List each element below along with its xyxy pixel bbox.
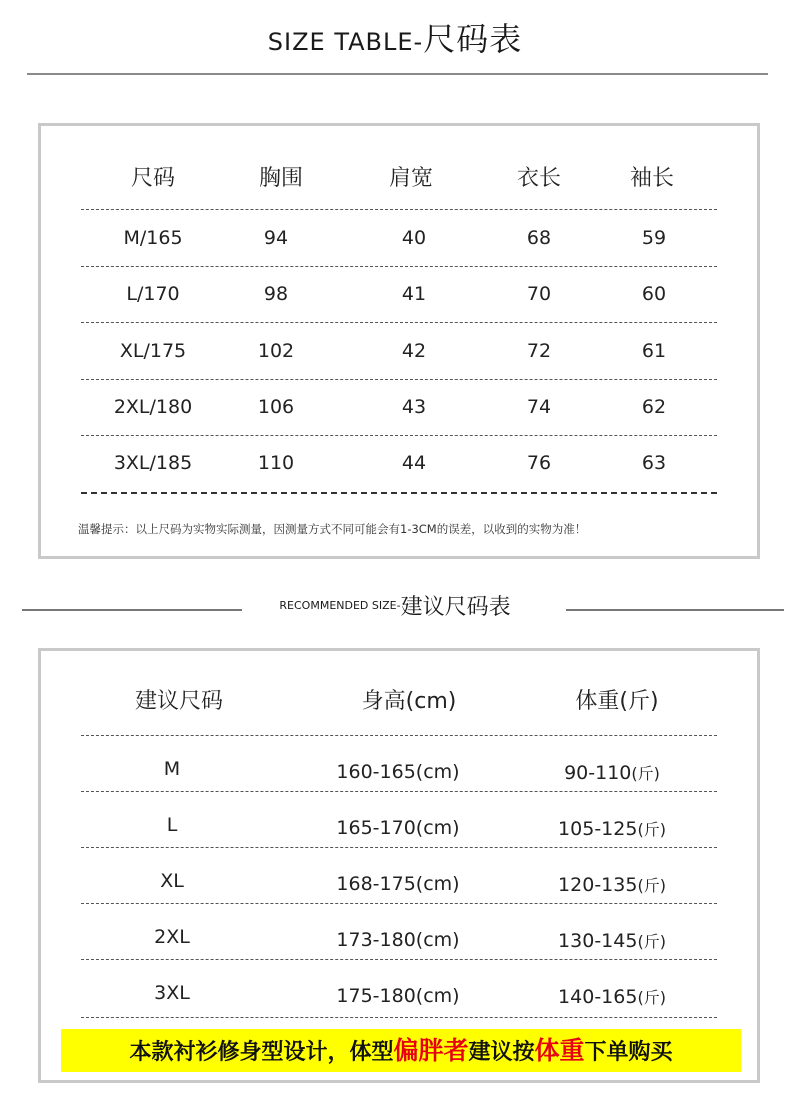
- size-header-shoulder: 肩宽: [388, 166, 434, 191]
- rec-height-cell: 160-165(cm): [336, 761, 460, 783]
- row-divider: [81, 322, 717, 323]
- rec-header-size: 建议尺码: [134, 689, 224, 714]
- recommend-table: [38, 648, 760, 1083]
- rec-header-weight: 体重(斤): [575, 689, 659, 714]
- sleeve-cell: 59: [641, 227, 667, 249]
- length-cell: 70: [526, 283, 552, 305]
- recommend-title: [0, 590, 790, 621]
- page-title: [0, 14, 790, 60]
- chest-cell: 94: [263, 227, 289, 249]
- rec-height-cell: 165-170(cm): [336, 817, 460, 839]
- section-divider-right: [566, 609, 784, 611]
- row-divider: [81, 379, 717, 380]
- size-cell: 2XL/180: [113, 396, 193, 418]
- size-header-length: 衣长: [516, 166, 562, 191]
- rec-weight-cell: [564, 761, 660, 784]
- chest-cell: 98: [263, 283, 289, 305]
- length-cell: 72: [526, 340, 552, 362]
- rec-weight-cell: [558, 817, 666, 840]
- size-header-size: 尺码: [130, 166, 176, 191]
- shoulder-cell: 43: [401, 396, 427, 418]
- page-title-zh: 尺码表: [423, 20, 523, 58]
- row-divider: [81, 847, 717, 848]
- size-cell: 3XL/185: [113, 452, 193, 474]
- rec-header-height: 身高(cm): [361, 689, 457, 714]
- banner-highlight-1: 偏胖者: [393, 1036, 469, 1065]
- size-cell: XL/175: [119, 340, 187, 362]
- rec-size-cell: 3XL: [154, 982, 190, 1004]
- row-divider: [81, 1017, 717, 1018]
- shoulder-cell: 41: [401, 283, 427, 305]
- rec-weight-cell: [558, 929, 666, 952]
- length-cell: 68: [526, 227, 552, 249]
- rec-weight-value: 90-110: [564, 762, 632, 784]
- rec-height-cell: 168-175(cm): [336, 873, 460, 895]
- row-divider: [81, 735, 717, 736]
- rec-weight-cell: [558, 873, 666, 896]
- sleeve-cell: 60: [641, 283, 667, 305]
- chest-cell: 106: [257, 396, 295, 418]
- row-divider: [81, 435, 717, 436]
- rec-weight-unit: (斤): [637, 876, 666, 895]
- row-divider: [81, 959, 717, 960]
- banner-text-3: 下单购买: [584, 1040, 673, 1065]
- size-header-chest: 胸围: [258, 166, 304, 191]
- page-title-en: SIZE TABLE-: [267, 28, 424, 56]
- size-cell: M/165: [123, 227, 183, 249]
- rec-weight-unit: (斤): [631, 764, 660, 783]
- row-divider: [81, 791, 717, 792]
- size-table: [38, 123, 760, 559]
- size-header-sleeve: 袖长: [629, 166, 675, 191]
- row-divider: [81, 209, 717, 210]
- shoulder-cell: 42: [401, 340, 427, 362]
- rec-size-cell: 2XL: [154, 926, 190, 948]
- rec-weight-unit: (斤): [637, 988, 666, 1007]
- rec-height-cell: 175-180(cm): [336, 985, 460, 1007]
- rec-height-cell: 173-180(cm): [336, 929, 460, 951]
- length-cell: 76: [526, 452, 552, 474]
- rec-size-cell: XL: [160, 870, 184, 892]
- shoulder-cell: 40: [401, 227, 427, 249]
- sleeve-cell: 62: [641, 396, 667, 418]
- banner-text-1: 本款衬衫修身型设计，体型: [129, 1040, 394, 1065]
- shoulder-cell: 44: [401, 452, 427, 474]
- rec-size-cell: M: [163, 758, 181, 780]
- chest-cell: 102: [257, 340, 295, 362]
- length-cell: 74: [526, 396, 552, 418]
- rec-weight-unit: (斤): [637, 820, 666, 839]
- recommend-title-zh: 建议尺码表: [400, 595, 511, 620]
- title-divider: [27, 73, 768, 75]
- row-divider: [81, 903, 717, 904]
- rec-weight-value: 140-165: [558, 986, 638, 1008]
- banner-highlight-2: 体重: [534, 1036, 585, 1065]
- sleeve-cell: 63: [641, 452, 667, 474]
- rec-weight-value: 120-135: [558, 874, 638, 896]
- measurement-note: 温馨提示：以上尺码为实物实际测量，因测量方式不同可能会有1-3CM的误差，以收到的实物为准！: [78, 522, 587, 536]
- row-divider: [81, 266, 717, 267]
- rec-weight-cell: [558, 985, 666, 1008]
- chest-cell: 110: [257, 452, 295, 474]
- size-cell: L/170: [126, 283, 180, 305]
- fit-advice-banner: [61, 1029, 741, 1072]
- sleeve-cell: 61: [641, 340, 667, 362]
- banner-text-2: 建议按: [468, 1040, 535, 1065]
- rec-weight-unit: (斤): [637, 932, 666, 951]
- recommend-title-en: RECOMMENDED SIZE-: [279, 599, 401, 612]
- rec-weight-value: 105-125: [558, 818, 638, 840]
- rec-size-cell: L: [166, 814, 178, 836]
- row-divider: [81, 492, 717, 494]
- rec-weight-value: 130-145: [558, 930, 638, 952]
